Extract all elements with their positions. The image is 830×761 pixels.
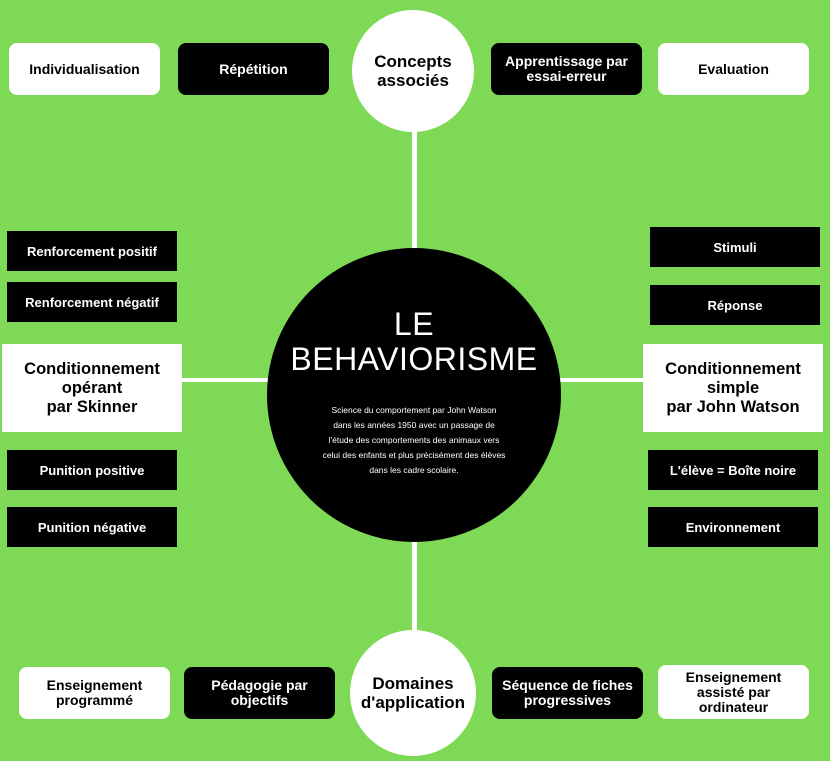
concept-evaluation: Evaluation — [658, 43, 809, 95]
central-title — [290, 307, 537, 377]
central-title-line1: LE — [393, 305, 435, 342]
domaines-application-line2: d'application — [360, 693, 466, 712]
simple-environnement: Environnement — [648, 507, 818, 547]
connector-right — [556, 378, 646, 382]
concept-repetition: Répétition — [178, 43, 329, 95]
domaines-application-line1: Domaines — [372, 674, 454, 693]
simple-eleve-boite-noire: L'élève = Boîte noire — [648, 450, 818, 490]
central-title-line2: BEHAVIORISME — [290, 340, 538, 377]
concepts-associes-circle — [352, 10, 474, 132]
domaine-enseignement-assiste: Enseignement assisté par ordinateur — [658, 665, 809, 719]
connector-top — [412, 128, 417, 256]
central-description: Science du comportement par John Watson dans les années 1950 avec un passage de l'étude des comportements des animaux vers celui des enfants et plus précisément des élèves dans les cadre scolaire. — [322, 404, 506, 475]
central-topic-circle — [267, 248, 561, 542]
operant-punition-negative: Punition négative — [7, 507, 177, 547]
conditionnement-operant-line3: par Skinner — [46, 397, 138, 416]
operant-renforcement-positif: Renforcement positif — [7, 231, 177, 271]
domaines-application-circle — [350, 630, 476, 756]
operant-punition-positive: Punition positive — [7, 450, 177, 490]
operant-renforcement-negatif: Renforcement négatif — [7, 282, 177, 322]
conditionnement-simple-box — [643, 344, 823, 432]
concepts-associes-line1: Concepts — [374, 52, 452, 71]
conditionnement-operant-line1: Conditionnement — [24, 359, 160, 378]
simple-stimuli: Stimuli — [650, 227, 820, 267]
concepts-associes-line2: associés — [377, 71, 449, 90]
conditionnement-simple-line1: Conditionnement — [665, 359, 801, 378]
domaine-enseignement-programme: Enseignement programmé — [19, 667, 170, 719]
domaine-sequence-fiches: Séquence de fiches progressives — [492, 667, 643, 719]
connector-bottom — [412, 528, 417, 638]
concept-apprentissage-essai-erreur: Apprentissage par essai-erreur — [491, 43, 642, 95]
domaine-pedagogie-objectifs: Pédagogie par objectifs — [184, 667, 335, 719]
simple-reponse: Réponse — [650, 285, 820, 325]
connector-left — [182, 378, 272, 382]
conditionnement-operant-line2: opérant — [61, 378, 123, 397]
conditionnement-simple-line2: simple — [706, 378, 760, 397]
conditionnement-operant-box — [2, 344, 182, 432]
concept-individualisation: Individualisation — [9, 43, 160, 95]
conditionnement-simple-line3: par John Watson — [666, 397, 800, 416]
